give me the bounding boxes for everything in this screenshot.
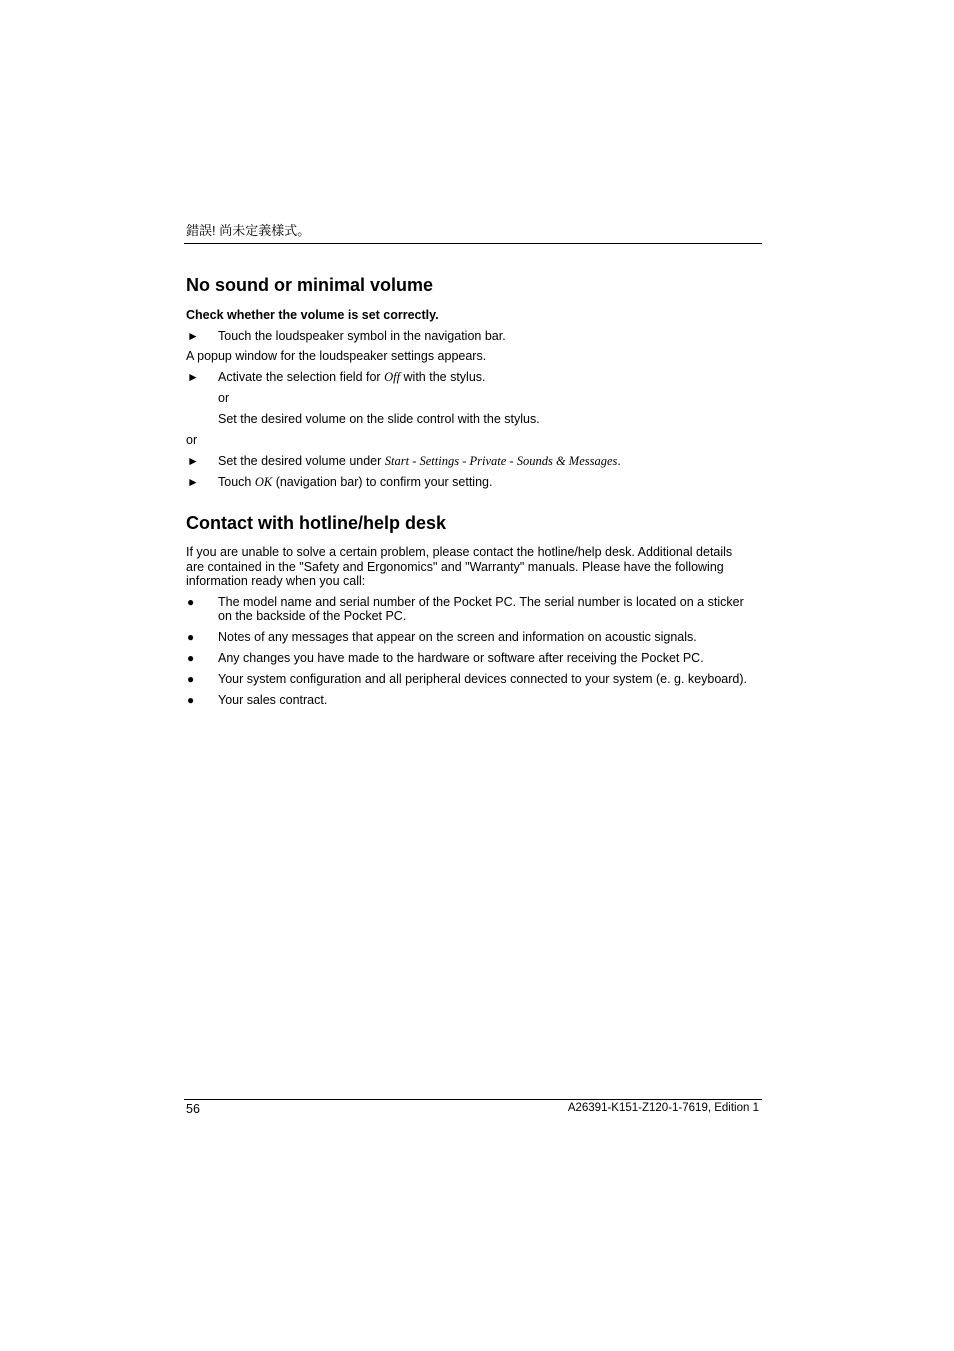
list-item-model: The model name and serial number of the Pocket PC. The serial number is located on a sticker bbox=[218, 595, 744, 609]
check-instruction: Check whether the volume is set correctly. bbox=[186, 308, 439, 322]
arrow-icon: ► bbox=[187, 329, 199, 343]
intro-line-2: are contained in the "Safety and Ergonomics" and "Warranty" manuals. Please have the following bbox=[186, 560, 724, 574]
arrow-icon: ► bbox=[187, 475, 199, 489]
bullet-icon: ● bbox=[187, 630, 195, 644]
step-activate-off: Activate the selection field for Off with the stylus. bbox=[218, 370, 486, 384]
list-item-contract: Your sales contract. bbox=[218, 693, 328, 707]
list-item-model-cont: on the backside of the Pocket PC. bbox=[218, 609, 407, 623]
running-header: 錯誤! 尚未定義樣式。 bbox=[186, 223, 311, 238]
document-id: A26391-K151-Z120-1-7619, Edition 1 bbox=[567, 1102, 759, 1114]
page-number: 56 bbox=[186, 1102, 200, 1116]
popup-result: A popup window for the loudspeaker settings appears. bbox=[186, 349, 487, 363]
footer-rule bbox=[184, 1099, 762, 1100]
bullet-icon: ● bbox=[187, 595, 195, 609]
list-item-config: Your system configuration and all peripheral devices connected to your system (e. g. keyboard). bbox=[218, 672, 747, 686]
intro-line-1: If you are unable to solve a certain problem, please contact the hotline/help desk. Additional details bbox=[186, 545, 733, 559]
arrow-icon: ► bbox=[187, 454, 199, 468]
intro-line-3: information ready when you call: bbox=[186, 574, 366, 588]
slide-control: Set the desired volume on the slide control with the stylus. bbox=[218, 412, 540, 426]
bullet-icon: ● bbox=[187, 672, 195, 686]
or-outer: or bbox=[186, 433, 198, 447]
or-inner: or bbox=[218, 391, 230, 405]
list-item-changes: Any changes you have made to the hardware or software after receiving the Pocket PC. bbox=[218, 651, 704, 665]
bullet-icon: ● bbox=[187, 693, 195, 707]
step-touch-ok: Touch OK (navigation bar) to confirm your setting. bbox=[218, 475, 493, 489]
step-set-volume: Set the desired volume under Start - Settings - Private - Sounds & Messages. bbox=[218, 454, 621, 468]
bullet-icon: ● bbox=[187, 651, 195, 665]
step-touch-speaker: Touch the loudspeaker symbol in the navigation bar. bbox=[218, 329, 506, 343]
header-rule bbox=[184, 243, 762, 244]
section-title-sound: No sound or minimal volume bbox=[186, 275, 434, 295]
section-title-hotline: Contact with hotline/help desk bbox=[186, 513, 447, 533]
arrow-icon: ► bbox=[187, 370, 199, 384]
list-item-messages: Notes of any messages that appear on the screen and information on acoustic signals. bbox=[218, 630, 697, 644]
